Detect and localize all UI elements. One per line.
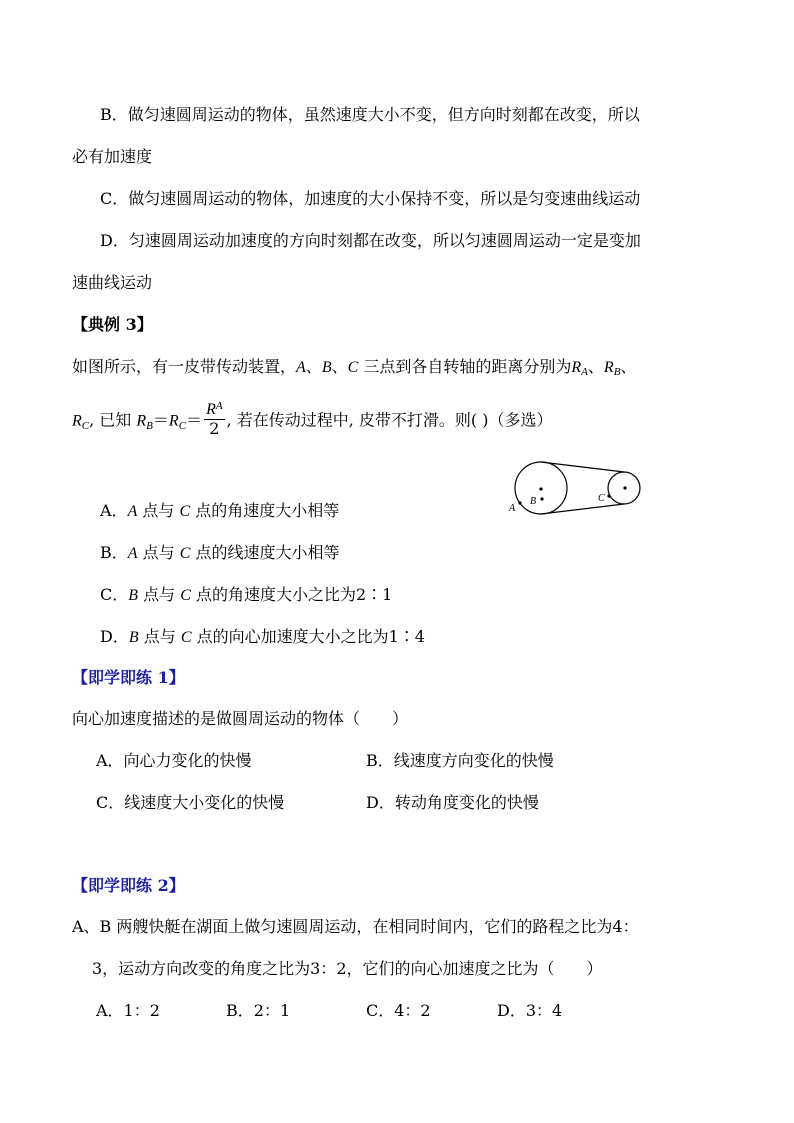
example3-option-b: B．A 点与 C 点的线速度大小相等 (100, 543, 340, 562)
practice1-stem: 向心加速度描述的是做圆周运动的物体（ ） (72, 709, 409, 728)
practice2-stem-line1: A、B 两艘快艇在湖面上做匀速圆周运动，在相同时间内，它们的路程之比为4： (72, 917, 639, 936)
practice1-option-d: D．转动角度变化的快慢 (366, 793, 539, 812)
practice2-option-a: A．1：2 (96, 1001, 160, 1020)
practice1-heading: 【即学即练 1】 (72, 668, 185, 687)
practice2-stem-line2: 3，运动方向改变的角度之比为3：2，它们的向心加速度之比为（ ） (92, 959, 603, 978)
example3-stem-line1: 如图所示，有一皮带传动装置，A、B、C 三点到各自转轴的距离分别为$R_A$、$R_B$、 (72, 357, 637, 378)
practice1-option-a: A．向心力变化的快慢 (96, 751, 252, 770)
small-wheel-axle (623, 486, 626, 489)
point-b (540, 497, 543, 500)
example3-option-c: C．B 点与 C 点的角速度大小之比为2∶1 (100, 585, 393, 604)
belt-bottom (541, 504, 624, 514)
label-a: A (509, 503, 516, 514)
label-b: B (530, 496, 537, 507)
large-wheel-axle (539, 487, 542, 490)
practice2-option-d: D．3：4 (497, 1001, 563, 1020)
option-b-line1: B．做匀速圆周运动的物体，虽然速度大小不变，但方向时刻都在改变，所以 (100, 105, 640, 124)
practice2-option-b: B．2：1 (226, 1001, 291, 1020)
point-a (518, 501, 521, 504)
option-d-line1: D．匀速圆周运动加速度的方向时刻都在改变，所以匀速圆周运动一定是变加 (100, 231, 641, 250)
practice2-heading: 【即学即练 2】 (72, 876, 185, 895)
option-b-line2: 必有加速度 (72, 147, 153, 166)
belt-top (541, 462, 624, 472)
point-c (607, 494, 610, 497)
practice1-option-c: C．线速度大小变化的快慢 (96, 793, 285, 812)
example3-heading: 【典例 3】 (72, 315, 153, 334)
fraction-ra-over-2: $\frac{R^A}{2}$ (206, 400, 223, 438)
practice1-option-b: B．线速度方向变化的快慢 (366, 751, 554, 770)
example3-option-d: D．B 点与 C 点的向心加速度大小之比为1∶4 (100, 627, 425, 646)
option-c: C．做匀速圆周运动的物体，加速度的大小保持不变，所以是匀变速曲线运动 (100, 189, 641, 208)
option-d-line2: 速曲线运动 (72, 273, 153, 292)
example3-stem-line2: $R_C$, 已知 $R_B=R_C=$ $\frac{R^A}{2}$ , 若在传动过程中, 皮带不打滑。则( )（多选） (72, 400, 553, 438)
belt-drive-figure (505, 460, 650, 520)
practice2-option-c: C．4：2 (366, 1001, 431, 1020)
example3-option-a: A．A 点与 C 点的角速度大小相等 (100, 501, 340, 520)
label-c: C (598, 493, 605, 504)
